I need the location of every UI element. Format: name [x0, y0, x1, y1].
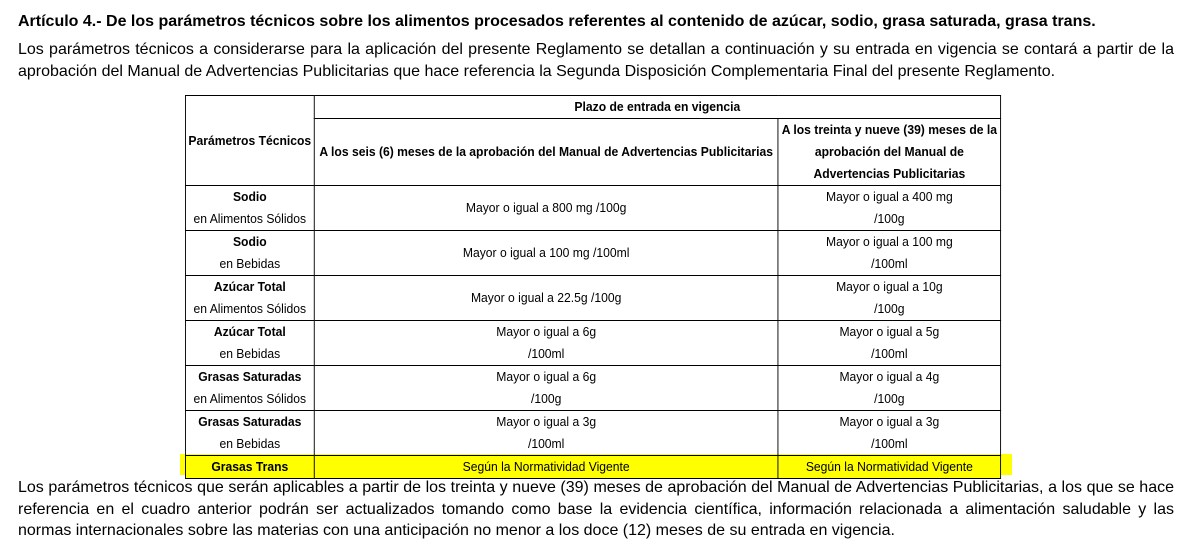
param-name: Sodio: [232, 189, 267, 204]
parameters-table: [185, 95, 1001, 479]
header-plazo: Plazo de entrada en vigencia: [314, 96, 1000, 119]
39-month-value: Mayor o igual a 5g: [839, 324, 940, 339]
six-month-value: Mayor o igual a 6g: [496, 324, 597, 339]
six-month-value: Mayor o igual a 6g: [496, 369, 597, 384]
param-context: en Bebidas: [219, 256, 281, 271]
param-context: en Alimentos Sólidos: [193, 301, 307, 316]
six-month-value: Mayor o igual a 3g: [496, 414, 597, 429]
param-context: en Bebidas: [219, 436, 281, 451]
param-name: Azúcar Total: [213, 279, 286, 294]
table-row: [185, 231, 1000, 276]
param-name: Grasas Trans: [211, 459, 289, 474]
table-row: [185, 366, 1000, 411]
39-month-value: Mayor o igual a 100 mg: [825, 234, 953, 249]
39-month-value: Mayor o igual a 3g: [839, 414, 940, 429]
39-month-unit: /100g: [874, 301, 905, 316]
header-39-months: A los treinta y nueve (39) meses de la aprobación del Manual de Advertencias Publicitarias: [778, 119, 1000, 186]
six-month-unit: /100g: [530, 391, 562, 406]
header-parametros: Parámetros Técnicos: [185, 96, 314, 186]
39-month-value: Mayor o igual a 400 mg: [825, 189, 953, 204]
six-month-value: Mayor o igual a 22.5g /100g: [470, 290, 622, 305]
39-month-value: Según la Normatividad Vigente: [778, 456, 1000, 479]
39-month-unit: /100ml: [871, 436, 908, 451]
table-row: [185, 411, 1000, 456]
table-row: [185, 276, 1000, 321]
six-month-unit: /100ml: [527, 436, 565, 451]
39-month-unit: /100g: [874, 391, 905, 406]
table-row: [185, 186, 1000, 231]
39-month-value: Mayor o igual a 10g: [836, 279, 943, 294]
param-name: Grasas Saturadas: [198, 414, 302, 429]
intro-paragraph: Los parámetros técnicos a considerarse para la aplicación del presente Reglamento se detallan a continuación y su entrada en vigencia se contará a partir de la aprobación del Manual de Advertencias Publicitarias que hace referencia la Segunda Disposición Complementaria Final del presente Reglamento.: [18, 41, 1174, 80]
six-month-value: Mayor o igual a 800 mg /100g: [465, 200, 627, 215]
param-context: en Alimentos Sólidos: [193, 211, 307, 226]
table-row: [185, 321, 1000, 366]
article-heading: Artículo 4.- De los parámetros técnicos sobre los alimentos procesados referentes al contenido de azúcar, sodio, grasa saturada, grasa trans.: [18, 13, 1096, 30]
six-month-unit: /100ml: [527, 346, 565, 361]
39-month-unit: /100ml: [871, 346, 908, 361]
header-six-months: A los seis (6) meses de la aprobación del Manual de Advertencias Publicitarias: [314, 119, 778, 186]
six-month-value: Según la Normatividad Vigente: [314, 456, 778, 479]
param-name: Sodio: [232, 234, 267, 249]
param-context: en Bebidas: [219, 346, 281, 361]
39-month-unit: /100ml: [871, 256, 908, 271]
outro-paragraph: Los parámetros técnicos que serán aplicables a partir de los treinta y nueve (39) meses de aprobación del Manual de Advertencias Publicitarias, a los que se hace referencia en el cuadro anterior podrán ser actualizados tomando como base la evidencia científica, información relacionada a alimentación saludable y las normas internacionales sobre las materias con una anticipación no menor a los doce (12) meses de su entrada en vigencia.: [18, 479, 1174, 539]
table-row-grasas-trans: [185, 456, 1000, 479]
39-month-unit: /100g: [874, 211, 905, 226]
param-name: Azúcar Total: [213, 324, 286, 339]
39-month-value: Mayor o igual a 4g: [839, 369, 940, 384]
param-context: en Alimentos Sólidos: [193, 391, 307, 406]
six-month-value: Mayor o igual a 100 mg /100ml: [462, 245, 630, 260]
param-name: Grasas Saturadas: [198, 369, 302, 384]
